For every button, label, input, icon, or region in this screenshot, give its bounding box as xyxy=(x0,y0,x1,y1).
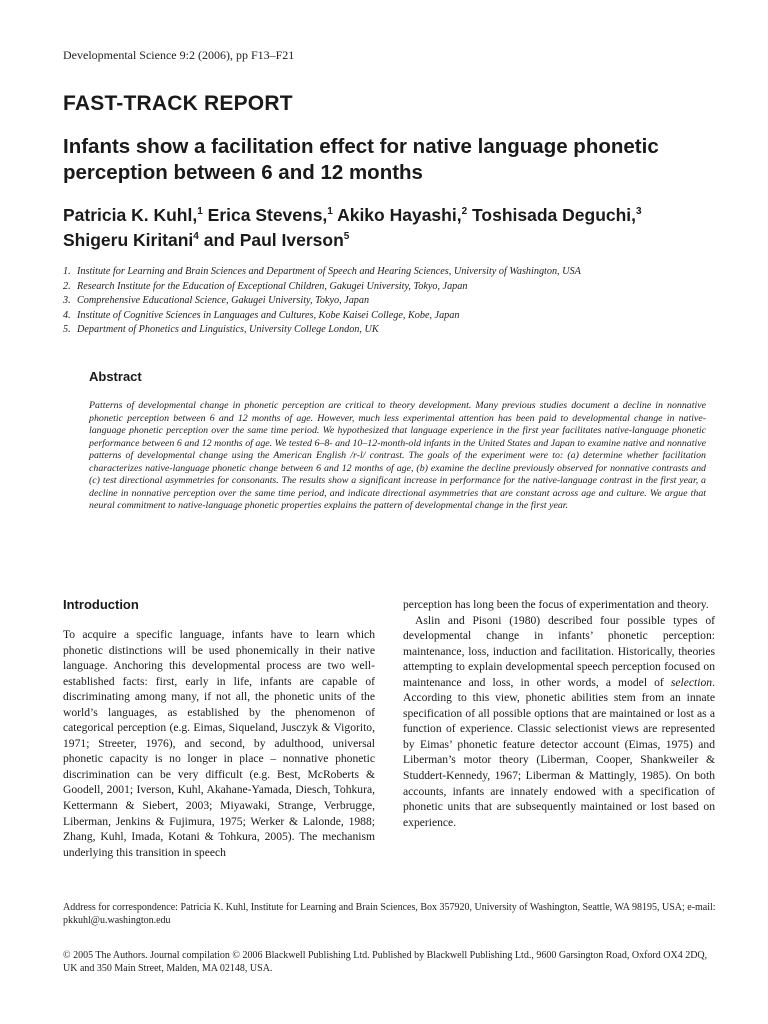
author-list xyxy=(63,203,743,253)
author: Shigeru Kiritani$^4$ xyxy=(63,230,199,250)
author: Toshisada Deguchi,$^3$ xyxy=(472,205,642,225)
abstract-heading: Abstract xyxy=(89,369,142,384)
affiliation-item: 1. Institute for Learning and Brain Sciences and Department of Speech and Hearing Sciences, University of Washington, USA xyxy=(63,266,581,277)
author: Erica Stevens,$^1$ xyxy=(207,205,333,225)
paragraph: Aslin and Pisoni (1980) described four possible types of developmental change in infants’ phonetic perception: maintenance, loss, induction and facilitation. Historically, theories attempting to explain developmental speech perception focused on maintenance and loss, in other words, a model of selection. According to this view, phonetic abilities stem from an innate specification of all possible options that are maintained or lost as a function of experience. Classic selectionist views are represented by Eimas’ phonetic feature detector account (Eimas, 1975) and Liberman’s motor theory (Liberman, Cooper, Shankweiler & Studdert-Kennedy, 1967; Liberman & Mattingly, 1985). On both accounts, infants are innately endowed with a specification of phonetic units that are subsequently maintained or lost based on experience. xyxy=(403,613,715,829)
affiliation-marker: 5 xyxy=(343,231,350,243)
author: Patricia K. Kuhl,$^1$ xyxy=(63,205,203,225)
affiliation-item: 2. Research Institute for the Education of Exceptional Children, Gakugei University, Tokyo, Japan xyxy=(63,280,468,292)
affiliation-marker: 3 xyxy=(636,206,642,218)
affiliation-item: 5. Department of Phonetics and Linguistics, University College London, UK xyxy=(63,324,379,335)
paragraph: perception has long been the focus of experimentation and theory. xyxy=(403,598,709,611)
correspondence-footnote: Address for correspondence: Patricia K. Kuhl, Institute for Learning and Brain Sciences, Box 357920, University of Washington, Seattle, WA 98195, USA; e-mail: pkkuhl@u.washington.edu xyxy=(63,902,716,926)
emphasis: selection xyxy=(670,675,713,689)
affiliation-marker: 1 xyxy=(327,206,333,218)
body-column-right xyxy=(403,597,715,830)
introduction-heading: Introduction xyxy=(63,597,139,612)
affiliation-marker: 4 xyxy=(193,231,199,243)
abstract-text: Patterns of developmental change in phonetic perception are critical to theory development. Many previous studies document a decline in nonnative phonetic perception between 6 and 12 months of age. However, much less experimental attention has been paid to developmental change in native-language phonetic perception over the same time period. We hypothesized that language experience in the first year facilitates native-language phonetic performance between 6 and 12 months of age. We tested 6–8- and 10–12-month-old infants in the United States and Japan to examine native and nonnative patterns of developmental change using the American English /r-l/ contrast. The goals of the experiment were to: (a) determine whether facilitation characterizes native-language phonetic change between 6 and 12 months of age, (b) examine the decline previously observed for nonnative contrasts and (c) test directional asymmetries for consonants. The results show a significant increase in performance for the native-language contrast in the first year, a decline in nonnative perception over the same time period, and indicate directional asymmetries that are constant across age and culture. We argue that neural commitment to native-language phonetic properties explains the pattern of developmental change in the first year. xyxy=(89,400,706,511)
report-type-heading: FAST-TRACK REPORT xyxy=(63,92,293,115)
affiliation-marker: 2 xyxy=(461,206,468,218)
journal-citation: Developmental Science 9:2 (2006), pp F13–F21 xyxy=(63,48,295,62)
body-column-left xyxy=(63,627,375,860)
affiliation-marker: 1 xyxy=(197,206,203,218)
copyright-notice: © 2005 The Authors. Journal compilation © 2006 Blackwell Publishing Ltd. Published by Blackwell Publishing Ltd., 9600 Garsington Road, Oxford OX4 2DQ, UK and 350 Main Street, Malden, MA 02148, USA. xyxy=(63,950,708,974)
paragraph: To acquire a specific language, infants have to learn which phonetic distinctions will be used phonemically in their native language. Anchoring this developmental process are two well-established facts: first, early in life, infants are capable of discriminating among many, if not all, the phonetic units of the world’s languages, as established by the phenomenon of categorical perception (e.g. Eimas, Siqueland, Jusczyk & Vigorito, 1971; Streeter, 1976), and second, by adulthood, universal phonetic capacity is no longer in place – nonnative phonetic discrimination can be very difficult (e.g. Best, McRoberts & Goodell, 2001; Iverson, Kuhl, Akahane-Yamada, Diesch, Tohkura, Kettermann & Siebert, 2003; Miyawaki, Strange, Verbrugge, Liberman, Jenkins & Fujimura, 1975; Werker & Lalonde, 1988; Zhang, Kuhl, Imada, Kotani & Tohkura, 2005). The mechanism underlying this transition in speech xyxy=(63,628,375,859)
affiliation-item: 4. Institute of Cognitive Sciences in Languages and Cultures, Kobe Kaisei College, Kobe, Japan xyxy=(63,309,460,321)
paper-title: Infants show a facilitation effect for native language phonetic perception between 6 and 12 months xyxy=(63,135,659,184)
affiliation-list xyxy=(63,265,743,338)
author: and Paul Iverson$^5$ xyxy=(203,230,350,250)
author: Akiko Hayashi,$^2$ xyxy=(337,205,468,225)
affiliation-item: 3. Comprehensive Educational Science, Gakugei University, Tokyo, Japan xyxy=(63,295,370,306)
